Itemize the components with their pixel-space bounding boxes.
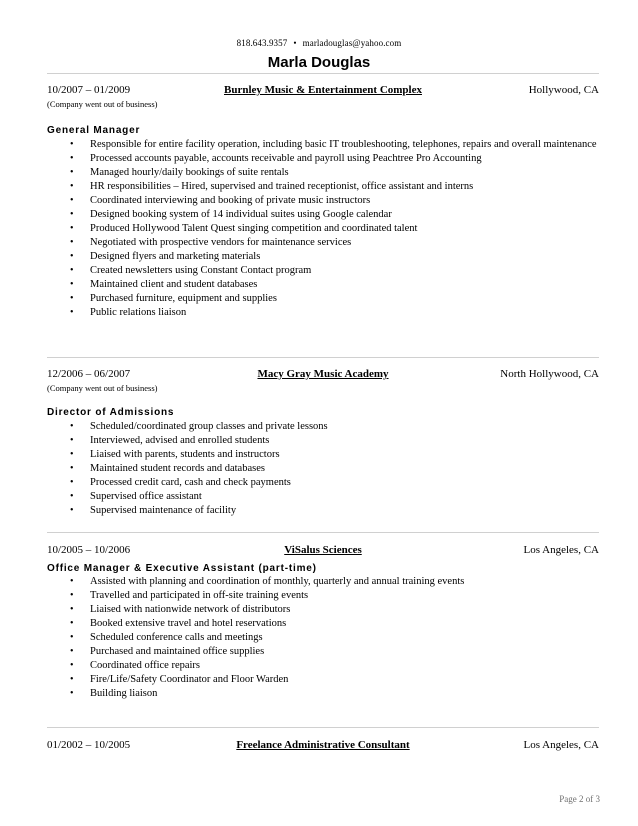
bullet-dot: • (70, 195, 74, 206)
bullet-text: Scheduled conference calls and meetings (90, 632, 263, 643)
bullet-dot: • (70, 660, 74, 671)
job-header (47, 544, 599, 558)
bullet-text: Supervised office assistant (90, 491, 202, 502)
bullet-text: Liaised with parents, students and instructors (90, 449, 280, 460)
responsibility-list (47, 138, 599, 320)
company-name: Burnley Music & Entertainment Complex (224, 84, 422, 96)
job-entry (47, 739, 599, 753)
job-header (47, 84, 599, 98)
job-title: Director of Admissions (47, 407, 175, 418)
bullet-text: Booked extensive travel and hotel reservations (90, 618, 287, 629)
bullet-text: Building liaison (90, 688, 158, 699)
list-item (47, 617, 599, 631)
bullet-text: Managed hourly/daily bookings of suite rentals (90, 167, 289, 178)
job-location: Los Angeles, CA (523, 544, 599, 556)
bullet-text: Purchased and maintained office supplies (90, 646, 265, 657)
bullet-text: HR responsibilities – Hired, supervised and trained receptionist, office assistant and interns (90, 181, 474, 192)
list-item (47, 194, 599, 208)
bullet-dot: • (70, 139, 74, 150)
bullet-dot: • (70, 167, 74, 178)
job-location: North Hollywood, CA (500, 368, 599, 380)
bullet-text: Coordinated interviewing and booking of private music instructors (90, 195, 371, 206)
bullet-dot: • (70, 618, 74, 629)
bullet-dot: • (70, 237, 74, 248)
job-title: Office Manager & Executive Assistant (part-time) (47, 563, 317, 574)
bullet-text: Assisted with planning and coordination of monthly, quarterly and annual training events (90, 576, 465, 587)
candidate-name: Marla Douglas (267, 54, 371, 71)
bullet-dot: • (70, 181, 74, 192)
job-note: (Company went out of business) (47, 99, 158, 109)
bullet-dot: • (70, 604, 74, 615)
job-entry (47, 368, 599, 518)
bullet-dot: • (70, 223, 74, 234)
list-item (47, 222, 599, 236)
list-item (47, 659, 599, 673)
company-name: Freelance Administrative Consultant (236, 739, 410, 751)
list-item (47, 264, 599, 278)
bullet-text: Processed accounts payable, accounts receivable and payroll using Peachtree Pro Accounting (90, 153, 482, 164)
bullet-text: Maintained client and student databases (90, 279, 258, 290)
responsibility-list (47, 420, 599, 518)
list-item (47, 250, 599, 264)
bullet-dot: • (70, 463, 74, 474)
bullet-dot: • (70, 505, 74, 516)
list-item (47, 476, 599, 490)
job-header (47, 739, 599, 753)
bullet-dot: • (70, 153, 74, 164)
bullet-dot: • (70, 293, 74, 304)
list-item (47, 687, 599, 701)
job-dates: 12/2006 – 06/2007 (47, 368, 131, 380)
bullet-text: Negotiated with prospective vendors for maintenance services (90, 237, 352, 248)
bullet-text: Maintained student records and databases (90, 463, 265, 474)
list-item (47, 152, 599, 166)
bullet-text: Supervised maintenance of facility (90, 505, 237, 516)
list-item (47, 306, 599, 320)
list-item (47, 448, 599, 462)
divider (47, 357, 599, 358)
page-number: Page 2 of 3 (559, 794, 600, 804)
list-item (47, 180, 599, 194)
bullet-dot: • (70, 209, 74, 220)
job-location: Los Angeles, CA (523, 739, 599, 751)
job-location: Hollywood, CA (528, 84, 599, 96)
job-entry (47, 84, 599, 320)
list-item (47, 420, 599, 434)
bullet-text: Liaised with nationwide network of distributors (90, 604, 291, 615)
bullet-text: Responsible for entire facility operation, including basic IT troubleshooting, telephones, repairs and overall maintenance (90, 139, 597, 150)
bullet-dot: • (70, 632, 74, 643)
bullet-text: Interviewed, advised and enrolled students (90, 435, 270, 446)
bullet-dot: • (70, 477, 74, 488)
job-dates: 10/2007 – 01/2009 (47, 84, 131, 96)
bullet-text: Fire/Life/Safety Coordinator and Floor Warden (90, 674, 289, 685)
email-address: marladouglas@yahoo.com (302, 38, 402, 48)
list-item (47, 631, 599, 645)
phone-number: 818.643.9357 (236, 38, 288, 48)
company-name: ViSalus Sciences (284, 544, 362, 556)
list-item (47, 589, 599, 603)
list-item (47, 673, 599, 687)
list-item (47, 208, 599, 222)
bullet-text: Coordinated office repairs (90, 660, 201, 671)
company-name: Macy Gray Music Academy (257, 368, 389, 380)
divider (47, 727, 599, 728)
bullet-dot: • (70, 491, 74, 502)
bullet-dot: • (70, 576, 74, 587)
bullet-text: Designed flyers and marketing materials (90, 251, 261, 262)
list-item (47, 292, 599, 306)
list-item (47, 462, 599, 476)
responsibility-list (47, 575, 599, 701)
bullet-dot: • (70, 590, 74, 601)
bullet-dot: • (70, 421, 74, 432)
list-item (47, 603, 599, 617)
job-dates: 10/2005 – 10/2006 (47, 544, 131, 556)
bullet-text: Processed credit card, cash and check payments (90, 477, 291, 488)
list-item (47, 504, 599, 518)
list-item (47, 138, 599, 152)
bullet-dot: • (70, 251, 74, 262)
list-item (47, 278, 599, 292)
bullet-text: Designed booking system of 14 individual suites using Google calendar (90, 209, 392, 220)
contact-line (0, 38, 638, 48)
list-item (47, 490, 599, 504)
bullet-dot: • (70, 646, 74, 657)
list-item (47, 575, 599, 589)
job-header (47, 368, 599, 382)
bullet-dot: • (70, 435, 74, 446)
list-item (47, 166, 599, 180)
bullet-text: Travelled and participated in off-site training events (90, 590, 309, 601)
divider (47, 532, 599, 533)
job-title: General Manager (47, 125, 141, 136)
bullet-text: Public relations liaison (90, 307, 187, 318)
bullet-dot: • (70, 674, 74, 685)
bullet-text: Purchased furniture, equipment and supplies (90, 293, 277, 304)
bullet-dot: • (70, 688, 74, 699)
divider (47, 73, 599, 74)
bullet-text: Produced Hollywood Talent Quest singing competition and coordinated talent (90, 223, 418, 234)
bullet-dot: • (70, 279, 74, 290)
job-dates: 01/2002 – 10/2005 (47, 739, 131, 751)
bullet-text: Created newsletters using Constant Contact program (90, 265, 312, 276)
job-note: (Company went out of business) (47, 383, 158, 393)
list-item (47, 645, 599, 659)
list-item (47, 236, 599, 250)
job-entry (47, 544, 599, 701)
list-item (47, 434, 599, 448)
bullet-text: Scheduled/coordinated group classes and private lessons (90, 421, 328, 432)
bullet-dot: • (70, 265, 74, 276)
bullet-dot: • (70, 307, 74, 318)
separator-dot: • (293, 38, 297, 48)
bullet-dot: • (70, 449, 74, 460)
